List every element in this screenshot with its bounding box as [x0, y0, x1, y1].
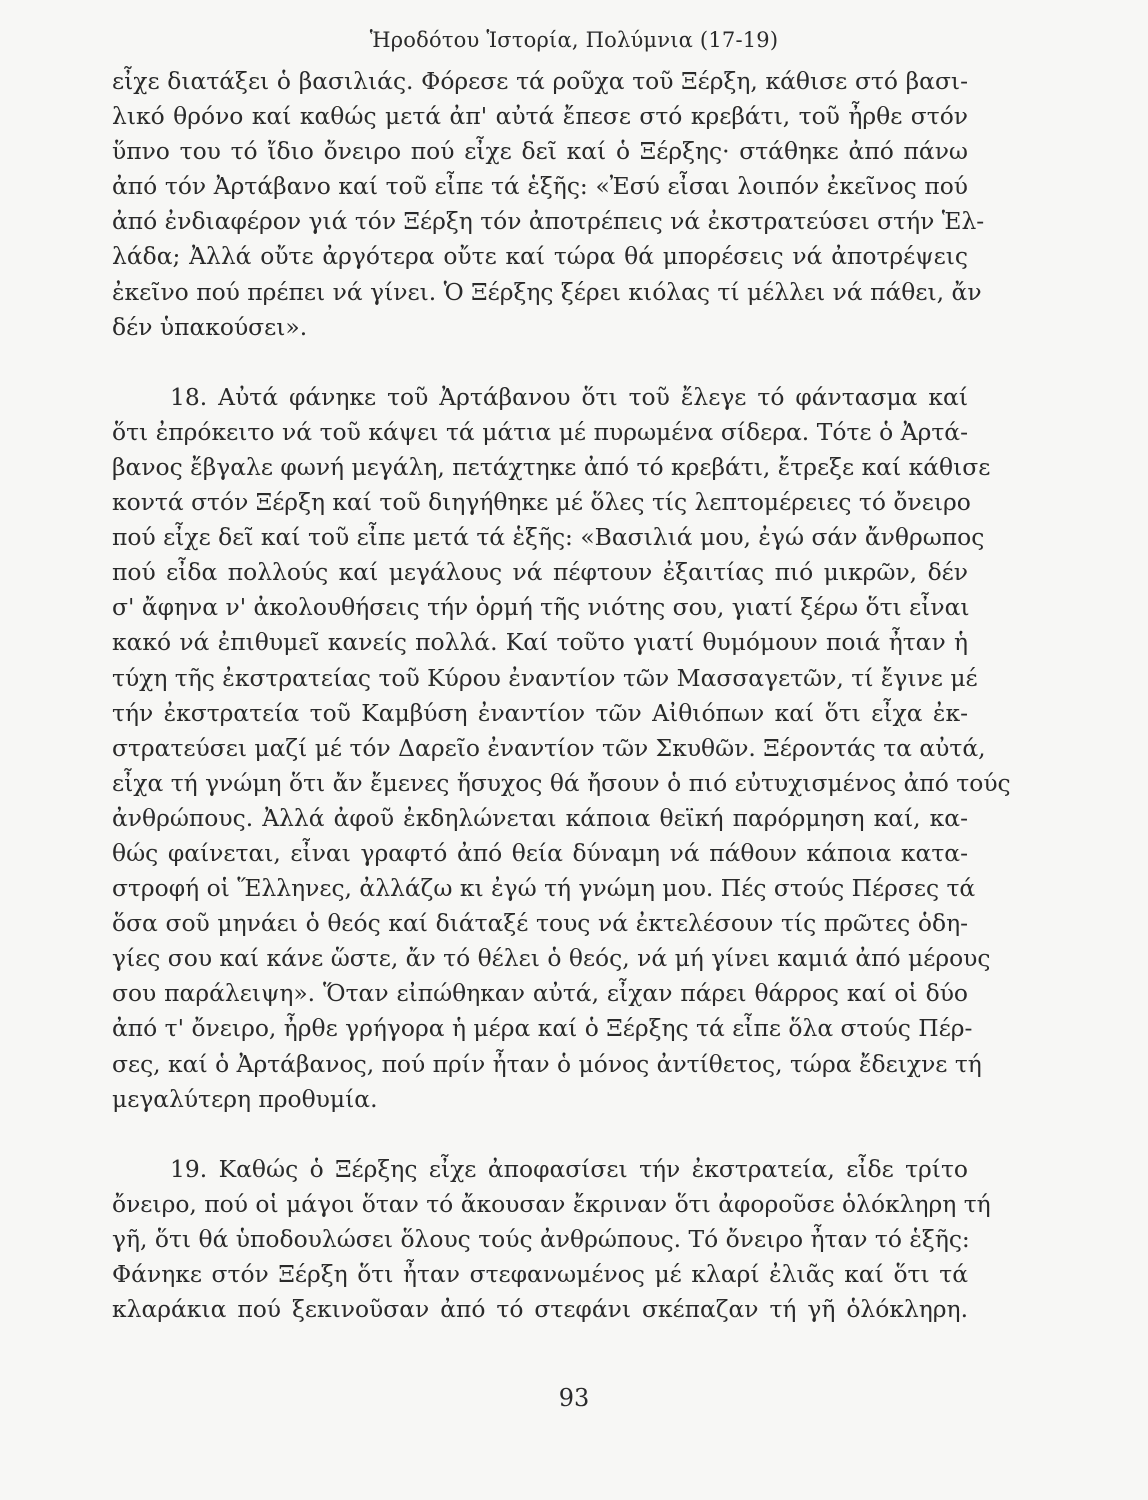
paragraph-section-19	[112, 1152, 991, 1327]
text-line: στρατεύσει μαζί μέ τόν Δαρεῖο ἐναντίον τῶν Σκυθῶν. Ξέροντάς τα αὐτά,	[112, 733, 986, 762]
text-line: σου παράλειψη». Ὅταν εἰπώθηκαν αὐτά, εἶχαν πάρει θάρρος καί οἱ δύο	[112, 979, 968, 1008]
paragraph-section-18	[112, 380, 1011, 1117]
text-line: δέν ὑπακούσει».	[112, 312, 308, 341]
running-header: Ἡροδότου Ἱστορία, Πολύμνια (17-19)	[369, 28, 779, 52]
text-line: στροφή οἱ Ἕλληνες, ἀλλάζω κι ἐγώ τή γνώμη μου. Πές στούς Πέρσες τά	[112, 874, 976, 903]
section-first-line	[112, 380, 968, 415]
text-line: Αὐτά φάνηκε τοῦ Ἀρτάβανου ὅτι τοῦ ἔλεγε τό φάντασμα καί	[218, 382, 968, 411]
text-line: Καθώς ὁ Ξέρξης εἶχε ἀποφασίσει τήν ἐκστρατεία, εἶδε τρίτο	[218, 1154, 969, 1183]
section-number: 19.	[170, 1154, 208, 1183]
text-line: ἀπό τ' ὄνειρο, ἦρθε γρήγορα ἡ μέρα καί ὁ Ξέρξης τά εἶπε ὅλα στούς Πέρ-	[112, 1014, 973, 1043]
section-first-line	[112, 1152, 968, 1187]
text-line: ἀπό τόν Ἀρτάβανο καί τοῦ εἶπε τά ἑξῆς: «Ἐσύ εἶσαι λοιπόν ἐκεῖνος πού	[112, 172, 968, 201]
text-line: βανος ἔβγαλε φωνή μεγάλη, πετάχτηκε ἀπό τό κρεβάτι, ἔτρεξε καί κάθισε	[112, 452, 991, 481]
text-line: λάδα; Ἀλλά οὔτε ἀργότερα οὔτε καί τώρα θά μπορέσεις νά ἀποτρέψεις	[112, 242, 968, 271]
section-number: 18.	[170, 382, 208, 411]
text-line: ἐκεῖνο πού πρέπει νά γίνει. Ὁ Ξέρξης ξέρει κιόλας τί μέλλει νά πάθει, ἄν	[112, 277, 982, 306]
text-line: σ' ἄφηνα ν' ἀκολουθήσεις τήν ὁρμή τῆς νιότης σου, γιατί ξέρω ὅτι εἶναι	[112, 593, 970, 622]
text-line: τύχη τῆς ἐκστρατείας τοῦ Κύρου ἐναντίον τῶν Μασσαγετῶν, τί ἔγινε μέ	[112, 663, 978, 692]
text-line: γίες σου καί κάνε ὥστε, ἄν τό θέλει ὁ θεός, νά μή γίνει καμιά ἀπό μέρους	[112, 944, 991, 973]
page-number: 93	[558, 1384, 590, 1412]
text-line: ὄνειρο, πού οἱ μάγοι ὅταν τό ἄκουσαν ἔκριναν ὅτι ἀφοροῦσε ὁλόκληρη τή	[112, 1189, 991, 1218]
text-line: λικό θρόνο καί καθώς μετά ἀπ' αὐτά ἔπεσε στό κρεβάτι, τοῦ ἦρθε στόν	[112, 102, 968, 131]
text-line: ἀπό ἐνδιαφέρον γιά τόν Ξέρξη τόν ἀποτρέπεις νά ἐκστρατεύσει στήν Ἑλ-	[112, 207, 985, 236]
text-line: γῆ, ὅτι θά ὑποδουλώσει ὅλους τούς ἀνθρώπους. Τό ὄνειρο ἦταν τό ἑξῆς:	[112, 1224, 970, 1253]
text-line: εἶχε διατάξει ὁ βασιλιάς. Φόρεσε τά ροῦχα τοῦ Ξέρξη, κάθισε στό βασι-	[112, 67, 968, 95]
text-line: ὕπνο του τό ἴδιο ὄνειρο πού εἶχε δεῖ καί ὁ Ξέρξης· στάθηκε ἀπό πάνω	[112, 137, 968, 166]
text-line: πού εἶδα πολλούς καί μεγάλους νά πέφτουν ἐξαιτίας πιό μικρῶν, δέν	[112, 558, 968, 587]
text-line: κακό νά ἐπιθυμεῖ κανείς πολλά. Καί τοῦτο γιατί θυμόμουν ποιά ἦταν ἡ	[112, 628, 968, 657]
text-line: τήν ἐκστρατεία τοῦ Καμβύση ἐναντίον τῶν Αἰθιόπων καί ὅτι εἶχα ἐκ-	[112, 698, 968, 727]
text-line: εἶχα τή γνώμη ὅτι ἄν ἔμενες ἥσυχος θά ἤσουν ὁ πιό εὐτυχισμένος ἀπό τούς	[112, 768, 1011, 797]
paragraph-intro	[112, 64, 985, 345]
text-line: κοντά στόν Ξέρξη καί τοῦ διηγήθηκε μέ ὅλες τίς λεπτομέρειες τό ὄνειρο	[112, 488, 971, 517]
text-line: θώς φαίνεται, εἶναι γραφτό ἀπό θεία δύναμη νά πάθουν κάποια κατα-	[112, 838, 968, 867]
text-line: Φάνηκε στόν Ξέρξη ὅτι ἦταν στεφανωμένος μέ κλαρί ἐλιᾶς καί ὅτι τά	[112, 1260, 968, 1288]
text-line: ὅσα σοῦ μηνάει ὁ θεός καί διάταξέ τους νά ἐκτελέσουν τίς πρῶτες ὁδη-	[112, 909, 968, 938]
paragraph-gap	[112, 345, 968, 380]
paragraph-gap	[112, 1117, 968, 1152]
text-line: ἀνθρώπους. Ἀλλά ἀφοῦ ἐκδηλώνεται κάποια θεϊκή παρόρμηση καί, κα-	[112, 803, 968, 832]
text-line: ὅτι ἐπρόκειτο νά τοῦ κάψει τά μάτια μέ πυρωμένα σίδερα. Τότε ὁ Ἀρτά-	[112, 417, 968, 446]
text-line: σες, καί ὁ Ἀρτάβανος, πού πρίν ἦταν ὁ μόνος ἀντίθετος, τώρα ἔδειχνε τή	[112, 1049, 982, 1078]
text-line: μεγαλύτερη προθυμία.	[112, 1084, 378, 1113]
text-body	[112, 64, 1011, 1327]
text-line: κλαράκια πού ξεκινοῦσαν ἀπό τό στεφάνι σκέπαζαν τή γῆ ὁλόκληρη.	[112, 1295, 968, 1324]
text-line: πού εἶχε δεῖ καί τοῦ εἶπε μετά τά ἑξῆς: «Βασιλιά μου, ἐγώ σάν ἄνθρωπος	[112, 523, 985, 552]
